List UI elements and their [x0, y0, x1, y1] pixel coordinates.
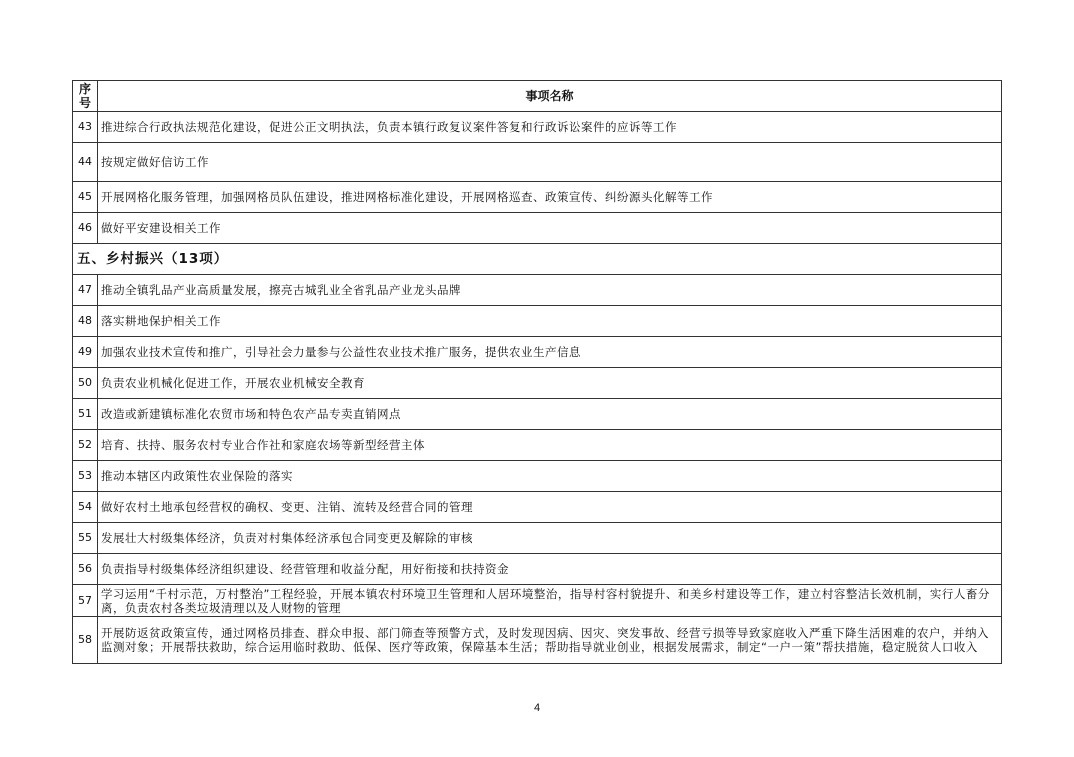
- table-row: [73, 182, 1002, 213]
- row-text: 按规定做好信访工作: [98, 143, 1002, 182]
- row-number: 44: [73, 143, 98, 182]
- row-text: 开展防返贫政策宣传，通过网格员排查、群众申报、部门筛查等预警方式，及时发现因病、因灾、突发事故、经营亏损等导致家庭收入严重下降生活困难的农户，并纳入监测对象；开展帮扶救助，综合运用临时救助、低保、医疗等政策，保障基本生活；帮助指导就业创业，根据发展需求，制定“一户一策”帮扶措施，稳定脱贫人口收入: [98, 617, 1002, 664]
- table-row: [73, 143, 1002, 182]
- row-number: 53: [73, 461, 98, 492]
- table-row: [73, 399, 1002, 430]
- row-number: 46: [73, 213, 98, 244]
- row-text: 推动本辖区内政策性农业保险的落实: [98, 461, 1002, 492]
- table-row: [73, 430, 1002, 461]
- row-text: 培育、扶持、服务农村专业合作社和家庭农场等新型经营主体: [98, 430, 1002, 461]
- page-number: 4: [533, 702, 541, 714]
- row-text: 做好平安建设相关工作: [98, 213, 1002, 244]
- table-row: [73, 306, 1002, 337]
- row-number: 50: [73, 368, 98, 399]
- row-number: 55: [73, 523, 98, 554]
- row-number: 56: [73, 554, 98, 585]
- row-text: 推进综合行政执法规范化建设，促进公正文明执法，负责本镇行政复议案件答复和行政诉讼案件的应诉等工作: [98, 112, 1002, 143]
- row-text: 开展网格化服务管理，加强网格员队伍建设，推进网格标准化建设，开展网格巡查、政策宣传、纠纷源头化解等工作: [98, 182, 1002, 213]
- row-text: 加强农业技术宣传和推广，引导社会力量参与公益性农业技术推广服务，提供农业生产信息: [98, 337, 1002, 368]
- row-text: 负责农业机械化促进工作，开展农业机械安全教育: [98, 368, 1002, 399]
- table-row: [73, 585, 1002, 617]
- section-title: 五、乡村振兴（13项）: [73, 244, 1002, 275]
- table-row: [73, 337, 1002, 368]
- row-number: 48: [73, 306, 98, 337]
- row-text: 落实耕地保护相关工作: [98, 306, 1002, 337]
- header-matter-name: 事项名称: [98, 81, 1002, 112]
- row-text: 学习运用“千村示范，万村整治”工程经验，开展本镇农村环境卫生管理和人居环境整治，指导村容村貌提升、和美乡村建设等工作，建立村容整洁长效机制，实行人畜分离，负责农村各类垃圾清理以及人财物的管理: [98, 585, 1002, 617]
- matters-table: [72, 80, 1002, 664]
- table-row: [73, 275, 1002, 306]
- row-text: 负责指导村级集体经济组织建设、经营管理和收益分配，用好衔接和扶持资金: [98, 554, 1002, 585]
- row-number: 52: [73, 430, 98, 461]
- row-text: 推动全镇乳品产业高质量发展，擦亮古城乳业全省乳品产业龙头品牌: [98, 275, 1002, 306]
- row-number: 51: [73, 399, 98, 430]
- section-heading-row: [73, 244, 1002, 275]
- row-text: 做好农村土地承包经营权的确权、变更、注销、流转及经营合同的管理: [98, 492, 1002, 523]
- table-row: [73, 213, 1002, 244]
- row-text: 改造或新建镇标准化农贸市场和特色农产品专卖直销网点: [98, 399, 1002, 430]
- row-number: 45: [73, 182, 98, 213]
- row-number: 47: [73, 275, 98, 306]
- row-number: 58: [73, 617, 98, 664]
- table-row: [73, 617, 1002, 664]
- row-number: 57: [73, 585, 98, 617]
- table-row: [73, 523, 1002, 554]
- table-row: [73, 112, 1002, 143]
- table-row: [73, 554, 1002, 585]
- table-row: [73, 461, 1002, 492]
- table-row: [73, 368, 1002, 399]
- row-number: 49: [73, 337, 98, 368]
- row-number: 43: [73, 112, 98, 143]
- row-text: 发展壮大村级集体经济，负责对村集体经济承包合同变更及解除的审核: [98, 523, 1002, 554]
- row-number: 54: [73, 492, 98, 523]
- table-row: [73, 492, 1002, 523]
- header-serial-number: 序号: [73, 81, 98, 112]
